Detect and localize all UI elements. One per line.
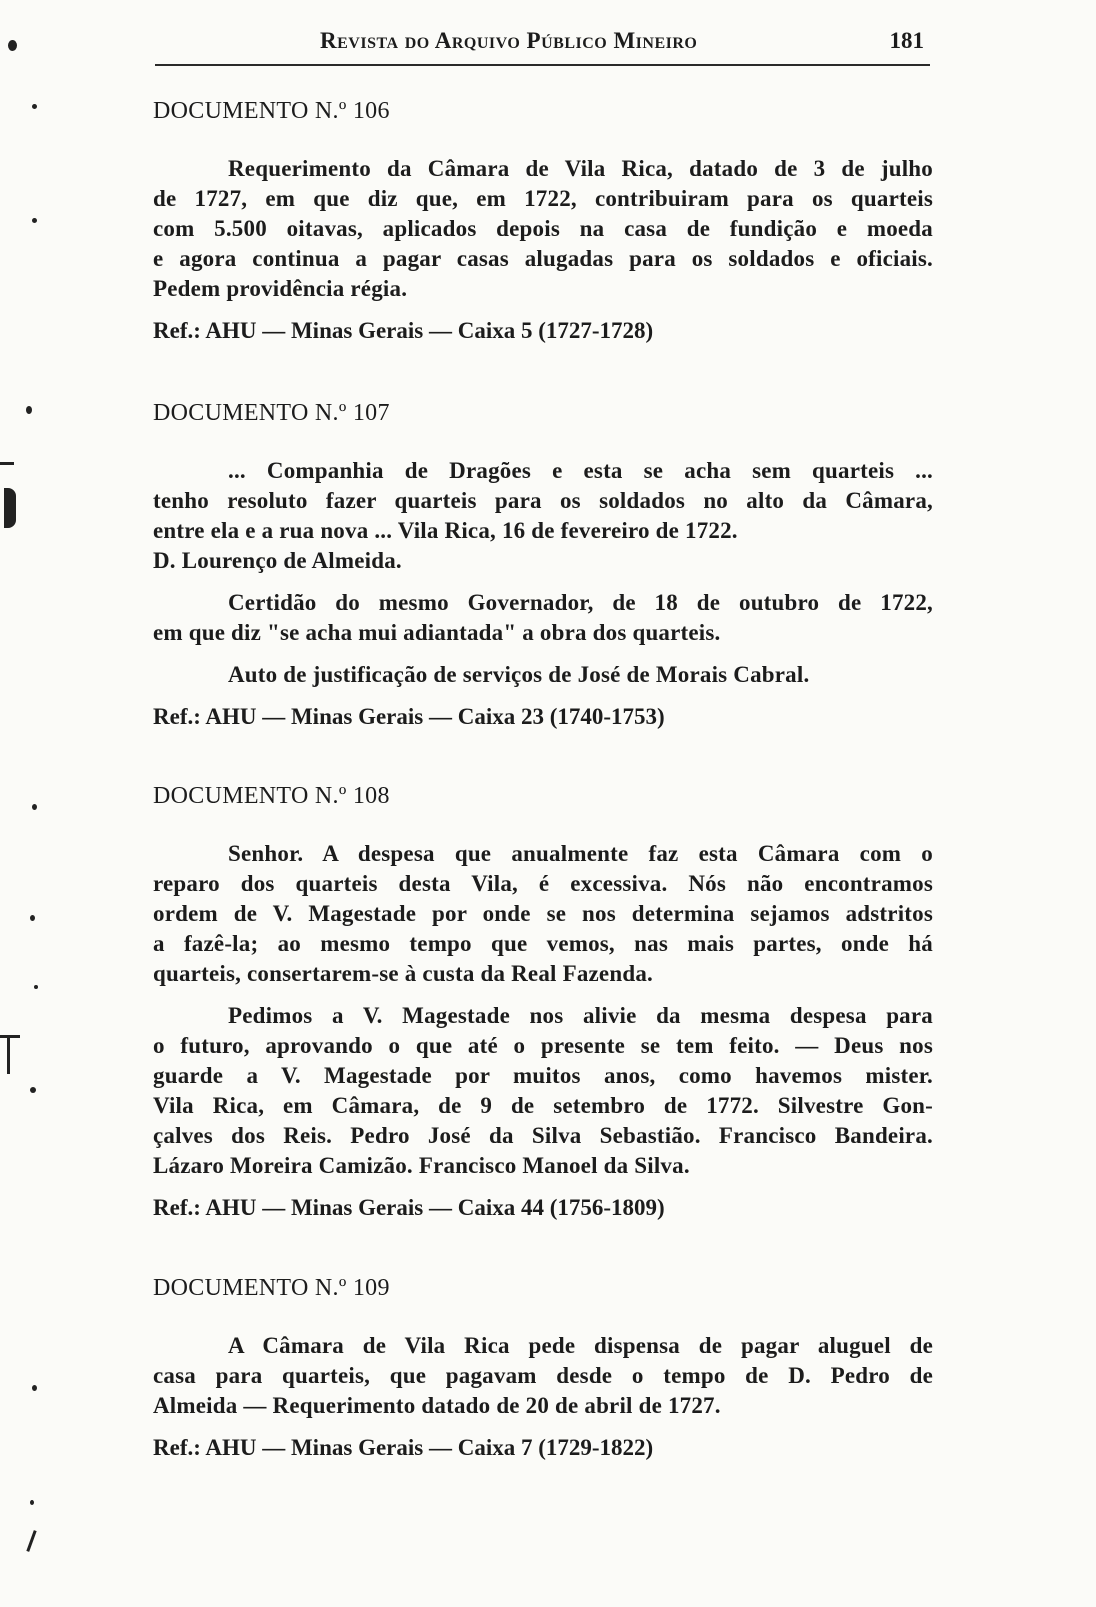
document-paragraph	[153, 839, 933, 989]
text-line: a fazê-la; ao mesmo tempo que vemos, nas mais partes, onde há	[153, 931, 933, 956]
text-line: çalves dos Reis. Pedro José da Silva Sebastião. Francisco Bandeira.	[153, 1123, 933, 1148]
scan-edge-mark	[4, 488, 16, 528]
text-line: com 5.500 oitavas, aplicados depois na casa de fundição e moeda	[153, 216, 933, 241]
text-line: ordem de V. Magestade por onde se nos determina sejamos adstritos	[153, 901, 933, 926]
text-line: A Câmara de Vila Rica pede dispensa de pagar aluguel de	[228, 1333, 933, 1358]
document-paragraph	[153, 154, 933, 304]
archive-reference: Ref.: AHU — Minas Gerais — Caixa 44 (1756-1809)	[153, 1195, 665, 1220]
text-line: de 1727, em que diz que, em 1722, contribuiram para os quarteis	[153, 186, 933, 211]
text-line: Auto de justificação de serviços de José de Morais Cabral.	[228, 662, 810, 687]
text-line: Requerimento da Câmara de Vila Rica, datado de 3 de julho	[228, 156, 933, 181]
text-line: ... Companhia de Dragões e esta se acha sem quarteis ...	[228, 458, 933, 483]
document-paragraph	[153, 660, 933, 690]
running-title: Revista do Arquivo Público Mineiro	[320, 28, 698, 53]
document-title: DOCUMENTO N.º 109	[153, 1275, 390, 1301]
scan-speck	[32, 1385, 37, 1391]
scan-speck	[30, 1500, 34, 1505]
document-108	[153, 781, 933, 1223]
document-106	[153, 96, 933, 346]
scan-speck	[32, 218, 37, 223]
scan-speck	[26, 406, 32, 414]
text-line: o futuro, aprovando o que até o presente se tem feito. — Deus nos	[153, 1033, 933, 1058]
text-line: Certidão do mesmo Governador, de 18 de outubro de 1722,	[228, 590, 933, 615]
running-head	[155, 24, 930, 60]
text-line: guarde a V. Magestade por muitos anos, como havemos mister.	[153, 1063, 933, 1088]
scan-speck	[32, 804, 37, 810]
text-line: Senhor. A despesa que anualmente faz esta Câmara com o	[228, 841, 933, 866]
document-paragraph	[153, 456, 933, 576]
document-paragraph	[153, 1331, 933, 1421]
text-line: D. Lourenço de Almeida.	[153, 548, 402, 573]
document-title: DOCUMENTO N.º 106	[153, 98, 390, 124]
scan-speck	[32, 104, 37, 109]
archive-reference: Ref.: AHU — Minas Gerais — Caixa 23 (1740-1753)	[153, 704, 665, 729]
scan-speck	[8, 40, 17, 51]
text-line: quarteis, consertarem-se à custa da Real Fazenda.	[153, 961, 653, 986]
document-paragraph	[153, 1001, 933, 1181]
text-line: em que diz "se acha mui adiantada" a obra dos quarteis.	[153, 620, 721, 645]
text-line: reparo dos quarteis desta Vila, é excessiva. Nós não encontramos	[153, 871, 933, 896]
scan-speck	[30, 1087, 36, 1093]
scan-edge-mark	[26, 1530, 36, 1552]
text-line: casa para quarteis, que pagavam desde o tempo de D. Pedro de	[153, 1363, 933, 1388]
document-paragraph	[153, 588, 933, 648]
archive-reference: Ref.: AHU — Minas Gerais — Caixa 7 (1729-1822)	[153, 1435, 654, 1460]
text-line: entre ela e a rua nova ... Vila Rica, 16 de fevereiro de 1722.	[153, 518, 738, 543]
text-line: Almeida — Requerimento datado de 20 de abril de 1727.	[153, 1393, 721, 1418]
document-107	[153, 398, 933, 732]
scan-edge-mark	[0, 1035, 20, 1038]
page-number: 181	[889, 28, 924, 53]
scan-edge-mark	[0, 462, 14, 465]
scan-speck	[30, 915, 35, 921]
text-line: Vila Rica, em Câmara, de 9 de setembro de 1772. Silvestre Gon-	[153, 1093, 933, 1118]
document-title: DOCUMENTO N.º 107	[153, 400, 390, 426]
scan-speck	[34, 985, 38, 989]
header-rule	[155, 64, 930, 66]
scan-edge-mark	[7, 1038, 10, 1074]
document-title: DOCUMENTO N.º 108	[153, 783, 390, 809]
archive-reference: Ref.: AHU — Minas Gerais — Caixa 5 (1727-1728)	[153, 318, 654, 343]
text-line: Pedimos a V. Magestade nos alivie da mesma despesa para	[228, 1003, 933, 1028]
document-109	[153, 1273, 933, 1463]
text-line: Pedem providência régia.	[153, 276, 408, 301]
text-line: e agora continua a pagar casas alugadas para os soldados e oficiais.	[153, 246, 933, 271]
text-line: tenho resoluto fazer quarteis para os soldados no alto da Câmara,	[153, 488, 933, 513]
text-line: Lázaro Moreira Camizão. Francisco Manoel da Silva.	[153, 1153, 690, 1178]
